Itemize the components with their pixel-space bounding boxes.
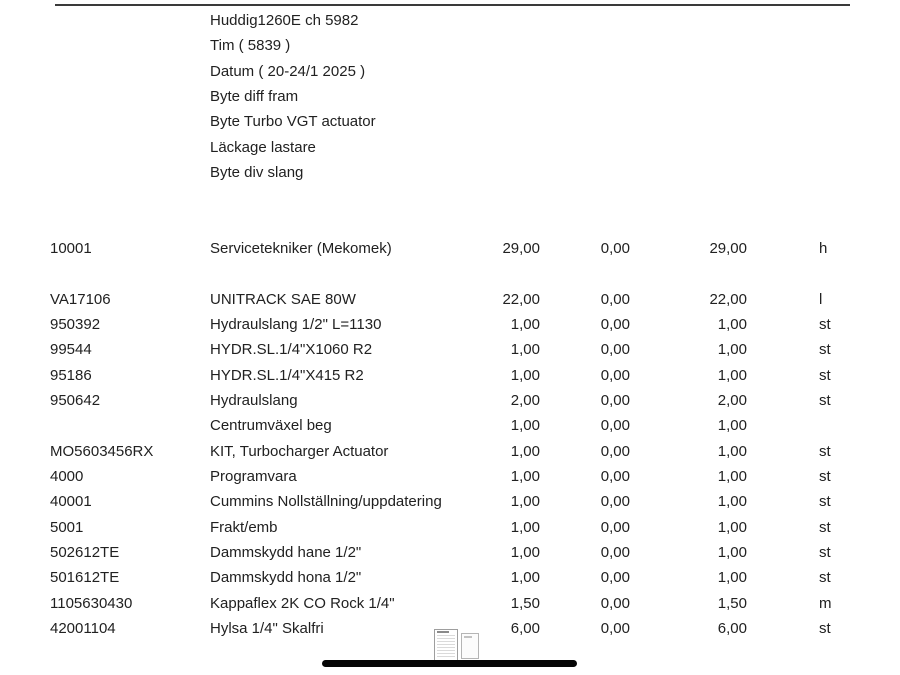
table-row <box>0 565 900 590</box>
quantity-cell: 1,50 <box>717 594 747 612</box>
table-row <box>0 236 900 261</box>
gap-cell <box>747 312 808 337</box>
quantity-cell: 2,00 <box>510 391 540 409</box>
article-number-cell: 950642 <box>50 391 101 409</box>
table-row <box>0 515 900 540</box>
quantity-cell: 0,00 <box>600 290 630 308</box>
unit-cell: st <box>819 619 831 637</box>
quantity-cell: 0,00 <box>600 239 630 257</box>
description-cell: Kappaflex 2K CO Rock 1/4" <box>210 594 395 612</box>
header-note-line <box>0 109 900 134</box>
table-row <box>0 439 900 464</box>
table-row <box>0 363 900 388</box>
gap-cell <box>747 565 808 590</box>
quantity-cell: 0,00 <box>600 391 630 409</box>
header-note-line <box>0 8 900 33</box>
quantity-cell: 6,00 <box>717 619 747 637</box>
quantity-cell: 0,00 <box>600 467 630 485</box>
note-text: Tim ( 5839 ) <box>210 37 291 55</box>
table-row <box>0 540 900 565</box>
gap-cell <box>747 489 808 514</box>
description-cell: Hydraulslang <box>210 391 298 409</box>
quantity-cell: 22,00 <box>709 290 747 308</box>
quantity-cell: 0,00 <box>600 493 630 511</box>
thumbnail-text-lines <box>437 633 455 658</box>
description-cell: Dammskydd hane 1/2" <box>210 543 362 561</box>
spacer-row <box>0 211 900 236</box>
article-number-cell <box>50 413 210 438</box>
gap-cell <box>747 515 808 540</box>
quantity-cell: 1,00 <box>717 366 747 384</box>
gap-cell <box>747 236 808 261</box>
description-cell: Programvara <box>210 467 297 485</box>
quantity-cell: 22,00 <box>502 290 540 308</box>
gap-cell <box>747 616 808 641</box>
note-text: Datum ( 20-24/1 2025 ) <box>210 62 366 80</box>
description-cell: Dammskydd hona 1/2" <box>210 569 362 587</box>
table-row <box>0 489 900 514</box>
gap-cell <box>747 413 808 438</box>
thumbnail-header-bar <box>437 631 449 633</box>
gap-cell <box>747 337 808 362</box>
note-text: Läckage lastare <box>210 138 316 156</box>
gap-cell <box>747 464 808 489</box>
gap-cell <box>747 287 808 312</box>
description-cell: UNITRACK SAE 80W <box>210 290 356 308</box>
quantity-cell: 1,00 <box>510 518 540 536</box>
quantity-cell: 1,00 <box>717 569 747 587</box>
gap-cell <box>747 388 808 413</box>
note-text: Byte div slang <box>210 163 304 181</box>
unit-cell: st <box>819 391 831 409</box>
article-number-cell: VA17106 <box>50 290 111 308</box>
table-row <box>0 312 900 337</box>
description-cell: Hydraulslang 1/2" L=1130 <box>210 315 382 333</box>
description-cell: Servicetekniker (Mekomek) <box>210 239 392 257</box>
quantity-cell: 0,00 <box>600 543 630 561</box>
current-page-thumbnail-icon[interactable] <box>434 629 458 662</box>
table-row <box>0 591 900 616</box>
gap-cell <box>747 439 808 464</box>
quantity-cell: 1,00 <box>717 493 747 511</box>
spacer-row <box>0 261 900 286</box>
quantity-cell: 1,00 <box>510 341 540 359</box>
home-indicator-handle[interactable] <box>322 660 577 667</box>
next-page-thumbnail-icon[interactable] <box>461 633 479 659</box>
article-cell <box>50 8 210 33</box>
quantity-cell: 29,00 <box>502 239 540 257</box>
description-cell: Frakt/emb <box>210 518 278 536</box>
quantity-cell: 1,00 <box>510 366 540 384</box>
quantity-cell: 1,00 <box>510 569 540 587</box>
header-note-line <box>0 84 900 109</box>
quantity-cell: 1,00 <box>510 493 540 511</box>
page-top-rule <box>55 4 850 6</box>
article-cell <box>50 33 210 58</box>
table-row <box>0 337 900 362</box>
quantity-cell: 2,00 <box>717 391 747 409</box>
quantity-cell: 1,00 <box>717 341 747 359</box>
unit-cell: h <box>819 239 828 257</box>
quantity-cell: 1,00 <box>717 543 747 561</box>
quantity-cell: 0,00 <box>600 619 630 637</box>
work-order-document <box>0 8 900 641</box>
table-row <box>0 287 900 312</box>
description-cell: Centrumväxel beg <box>210 417 332 435</box>
note-text: Byte Turbo VGT actuator <box>210 113 376 131</box>
quantity-cell: 1,00 <box>717 417 747 435</box>
article-number-cell: 99544 <box>50 341 92 359</box>
unit-cell: st <box>819 366 831 384</box>
quantity-cell: 0,00 <box>600 569 630 587</box>
article-number-cell: 95186 <box>50 366 92 384</box>
quantity-cell: 0,00 <box>600 315 630 333</box>
article-number-cell: 42001104 <box>50 619 116 637</box>
table-row <box>0 388 900 413</box>
unit-cell: st <box>819 518 831 536</box>
quantity-cell: 1,00 <box>510 467 540 485</box>
gap-cell <box>747 363 808 388</box>
note-text: Byte diff fram <box>210 87 299 105</box>
table-row <box>0 464 900 489</box>
article-cell <box>50 135 210 160</box>
unit-cell: st <box>819 341 831 359</box>
quantity-cell: 1,00 <box>510 417 540 435</box>
unit-cell: st <box>819 493 831 511</box>
quantity-cell: 0,00 <box>600 518 630 536</box>
article-number-cell: 4000 <box>50 467 84 485</box>
article-number-cell: 1105630430 <box>50 594 133 612</box>
quantity-cell: 0,00 <box>600 442 630 460</box>
description-cell: KIT, Turbocharger Actuator <box>210 442 389 460</box>
article-number-cell: 950392 <box>50 315 101 333</box>
quantity-cell: 0,00 <box>600 341 630 359</box>
description-cell: Cummins Nollställning/uppdatering <box>210 493 442 511</box>
article-number-cell: 501612TE <box>50 569 120 587</box>
article-cell <box>50 160 210 185</box>
note-text: Huddig1260E ch 5982 <box>210 12 359 29</box>
article-number-cell: 10001 <box>50 239 92 257</box>
description-cell: Hylsa 1/4" Skalfri <box>210 619 324 637</box>
unit-cell <box>808 413 900 438</box>
unit-cell: l <box>819 290 823 308</box>
spacer-row <box>0 185 900 210</box>
article-number-cell: MO5603456RX <box>50 442 154 460</box>
quantity-cell: 1,00 <box>510 543 540 561</box>
unit-cell: m <box>819 594 832 612</box>
quantity-cell: 1,00 <box>717 315 747 333</box>
quantity-cell: 1,00 <box>717 467 747 485</box>
description-cell: HYDR.SL.1/4"X415 R2 <box>210 366 364 384</box>
description-cell: HYDR.SL.1/4"X1060 R2 <box>210 341 373 359</box>
unit-cell: st <box>819 569 831 587</box>
gap-cell <box>747 540 808 565</box>
article-number-cell: 5001 <box>50 518 84 536</box>
header-note-line <box>0 33 900 58</box>
header-note-line <box>0 160 900 185</box>
thumbnail-header-bar <box>464 636 472 638</box>
quantity-cell: 29,00 <box>709 239 747 257</box>
article-cell <box>50 109 210 134</box>
quantity-cell: 1,00 <box>510 442 540 460</box>
quantity-cell: 0,00 <box>600 594 630 612</box>
quantity-cell: 0,00 <box>600 366 630 384</box>
header-note-line <box>0 135 900 160</box>
unit-cell: st <box>819 467 831 485</box>
unit-cell: st <box>819 315 831 333</box>
table-row <box>0 413 900 438</box>
article-number-cell: 40001 <box>50 493 92 511</box>
article-cell <box>50 59 210 84</box>
unit-cell: st <box>819 543 831 561</box>
gap-cell <box>747 591 808 616</box>
quantity-cell: 1,50 <box>510 594 540 612</box>
unit-cell: st <box>819 442 831 460</box>
quantity-cell: 1,00 <box>717 442 747 460</box>
quantity-cell: 0,00 <box>600 417 630 435</box>
quantity-cell: 6,00 <box>510 619 540 637</box>
article-number-cell: 502612TE <box>50 543 120 561</box>
quantity-cell: 1,00 <box>510 315 540 333</box>
quantity-cell: 1,00 <box>717 518 747 536</box>
article-cell <box>50 84 210 109</box>
header-note-line <box>0 59 900 84</box>
